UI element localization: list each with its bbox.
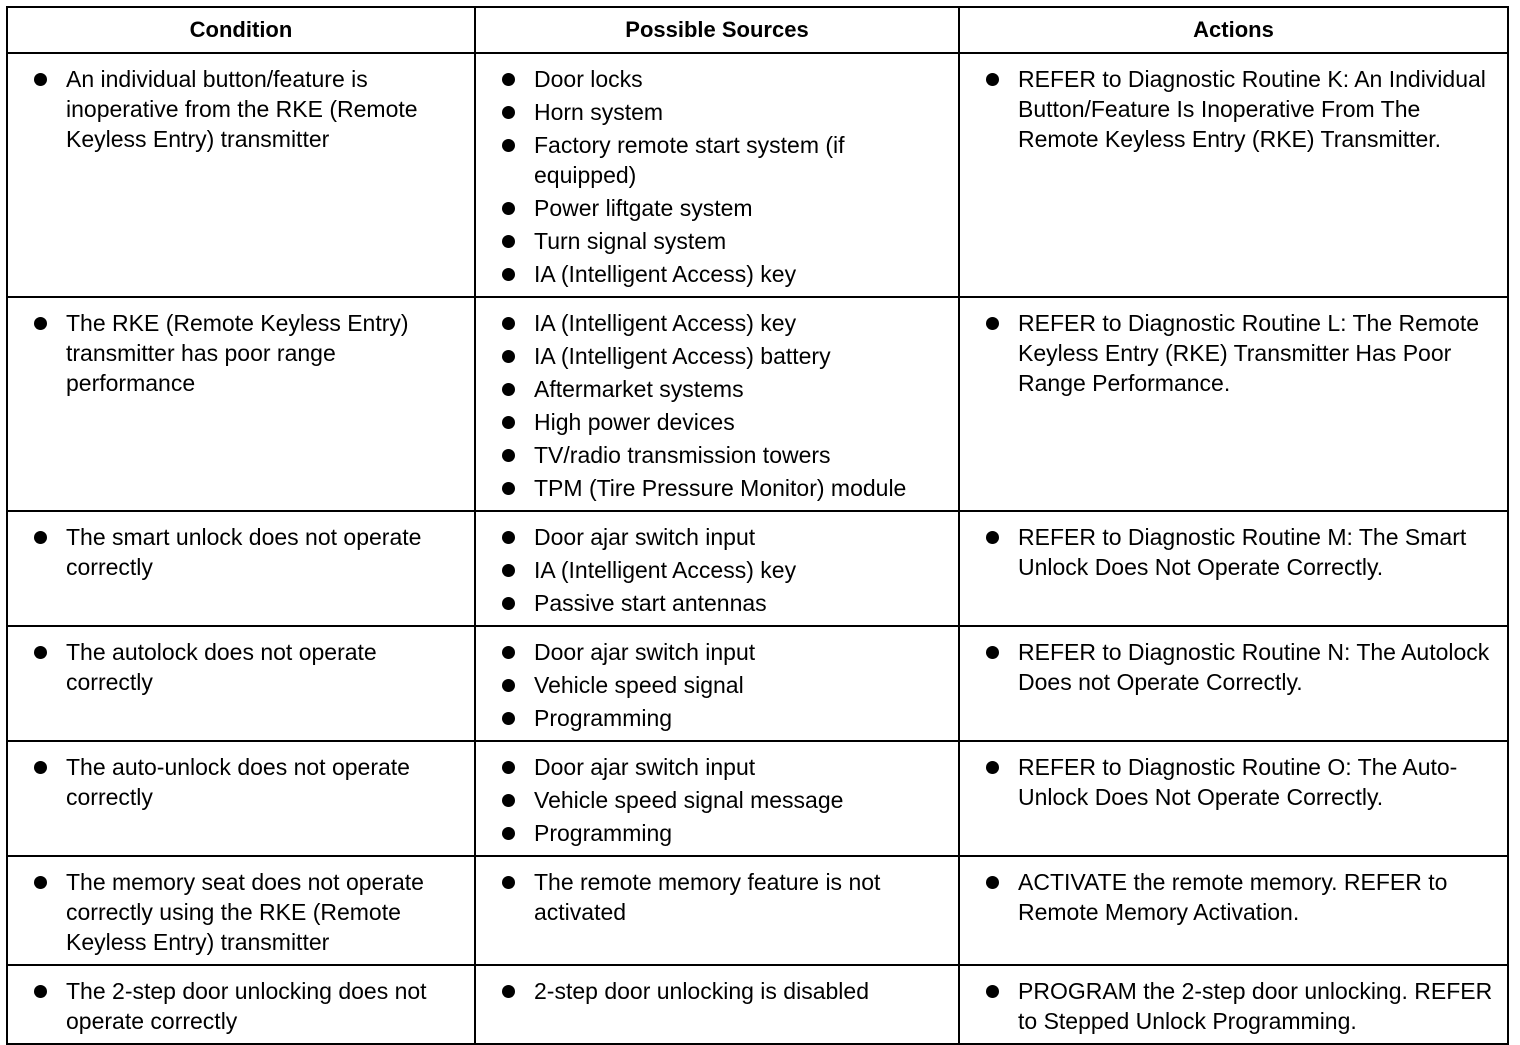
condition-list — [30, 308, 460, 398]
action-item — [982, 64, 1493, 154]
possible-sources-cell — [475, 626, 959, 741]
sources-list — [498, 867, 944, 927]
source-item — [498, 97, 944, 127]
action-item-text: REFER to Diagnostic Routine M: The Smart Unlock Does Not Operate Correctly. — [1018, 524, 1467, 580]
bullet-icon — [502, 268, 515, 281]
bullet-icon — [502, 712, 515, 725]
action-item-text: ACTIVATE the remote memory. REFER to Remote Memory Activation. — [1018, 869, 1448, 925]
condition-list — [30, 64, 460, 154]
condition-list — [30, 976, 460, 1036]
source-item — [498, 473, 944, 503]
bullet-icon — [986, 317, 999, 330]
source-item — [498, 522, 944, 552]
sources-list — [498, 308, 944, 503]
source-item-text: IA (Intelligent Access) key — [534, 557, 797, 583]
table-row — [7, 626, 1508, 741]
condition-list — [30, 867, 460, 957]
bullet-icon — [34, 531, 47, 544]
bullet-icon — [986, 531, 999, 544]
table-body — [7, 53, 1508, 1044]
action-item — [982, 752, 1493, 812]
condition-cell — [7, 741, 475, 856]
source-item-text: Vehicle speed signal — [534, 672, 744, 698]
condition-item — [30, 308, 460, 398]
source-item-text: TV/radio transmission towers — [534, 442, 831, 468]
action-item — [982, 976, 1493, 1036]
bullet-icon — [502, 827, 515, 840]
source-item — [498, 374, 944, 404]
source-item — [498, 193, 944, 223]
condition-item — [30, 637, 460, 697]
action-item — [982, 308, 1493, 398]
source-item-text: High power devices — [534, 409, 735, 435]
condition-item — [30, 976, 460, 1036]
condition-item — [30, 867, 460, 957]
condition-item-text: The memory seat does not operate correctly using the RKE (Remote Keyless Entry) transmitter — [66, 869, 424, 955]
bullet-icon — [502, 794, 515, 807]
bullet-icon — [502, 646, 515, 659]
condition-cell — [7, 626, 475, 741]
source-item — [498, 752, 944, 782]
bullet-icon — [986, 985, 999, 998]
bullet-icon — [502, 317, 515, 330]
source-item-text: Door ajar switch input — [534, 524, 756, 550]
diagnostic-table-container — [6, 6, 1507, 1045]
source-item-text: Door locks — [534, 66, 643, 92]
action-cell — [959, 741, 1508, 856]
action-list — [982, 637, 1493, 697]
source-item — [498, 341, 944, 371]
possible-sources-cell — [475, 511, 959, 626]
header-possible-sources: Possible Sources — [475, 7, 959, 53]
action-item-text: REFER to Diagnostic Routine O: The Auto-Unlock Does Not Operate Correctly. — [1018, 754, 1458, 810]
sources-list — [498, 64, 944, 289]
action-item-text: REFER to Diagnostic Routine K: An Individual Button/Feature Is Inoperative From The Remote Keyless Entry (RKE) Transmitter. — [1018, 66, 1486, 152]
condition-cell — [7, 511, 475, 626]
source-item-text: TPM (Tire Pressure Monitor) module — [534, 475, 907, 501]
bullet-icon — [502, 106, 515, 119]
source-item — [498, 308, 944, 338]
header-condition: Condition — [7, 7, 475, 53]
source-item — [498, 64, 944, 94]
condition-item — [30, 522, 460, 582]
table-row — [7, 856, 1508, 965]
action-list — [982, 867, 1493, 927]
bullet-icon — [502, 73, 515, 86]
condition-item-text: An individual button/feature is inoperative from the RKE (Remote Keyless Entry) transmitter — [66, 66, 418, 152]
action-list — [982, 308, 1493, 398]
source-item-text: Factory remote start system (if equipped) — [534, 132, 845, 188]
source-item — [498, 867, 944, 927]
condition-item-text: The smart unlock does not operate correctly — [66, 524, 422, 580]
action-cell — [959, 297, 1508, 511]
bullet-icon — [502, 383, 515, 396]
action-cell — [959, 53, 1508, 297]
action-list — [982, 64, 1493, 154]
condition-cell — [7, 297, 475, 511]
bullet-icon — [502, 597, 515, 610]
source-item — [498, 976, 944, 1006]
condition-item — [30, 64, 460, 154]
sources-list — [498, 637, 944, 733]
source-item-text: Power liftgate system — [534, 195, 753, 221]
source-item-text: The remote memory feature is not activated — [534, 869, 881, 925]
table-header — [7, 7, 1508, 53]
source-item-text: IA (Intelligent Access) key — [534, 310, 797, 336]
source-item-text: IA (Intelligent Access) key — [534, 261, 797, 287]
header-row — [7, 7, 1508, 53]
source-item-text: Horn system — [534, 99, 664, 125]
bullet-icon — [502, 985, 515, 998]
bullet-icon — [502, 876, 515, 889]
bullet-icon — [34, 73, 47, 86]
condition-list — [30, 637, 460, 697]
action-cell — [959, 856, 1508, 965]
condition-cell — [7, 53, 475, 297]
source-item-text: Vehicle speed signal message — [534, 787, 844, 813]
bullet-icon — [34, 876, 47, 889]
action-list — [982, 752, 1493, 812]
action-item-text: PROGRAM the 2-step door unlocking. REFER to Stepped Unlock Programming. — [1018, 978, 1493, 1034]
possible-sources-cell — [475, 856, 959, 965]
table-row — [7, 297, 1508, 511]
action-list — [982, 976, 1493, 1036]
source-item — [498, 440, 944, 470]
table-row — [7, 741, 1508, 856]
condition-cell — [7, 965, 475, 1044]
action-item-text: REFER to Diagnostic Routine L: The Remote Keyless Entry (RKE) Transmitter Has Poor Range Performance. — [1018, 310, 1480, 396]
bullet-icon — [34, 761, 47, 774]
condition-cell — [7, 856, 475, 965]
source-item — [498, 259, 944, 289]
action-list — [982, 522, 1493, 582]
symptom-chart-table — [6, 6, 1509, 1045]
bullet-icon — [502, 235, 515, 248]
action-item — [982, 867, 1493, 927]
bullet-icon — [986, 73, 999, 86]
sources-list — [498, 522, 944, 618]
possible-sources-cell — [475, 53, 959, 297]
source-item-text: Door ajar switch input — [534, 639, 756, 665]
sources-list — [498, 976, 944, 1006]
condition-list — [30, 522, 460, 582]
bullet-icon — [502, 449, 515, 462]
source-item — [498, 670, 944, 700]
source-item-text: Passive start antennas — [534, 590, 767, 616]
bullet-icon — [502, 416, 515, 429]
action-item — [982, 522, 1493, 582]
source-item — [498, 588, 944, 618]
table-row — [7, 511, 1508, 626]
condition-list — [30, 752, 460, 812]
sources-list — [498, 752, 944, 848]
source-item — [498, 226, 944, 256]
header-actions: Actions — [959, 7, 1508, 53]
possible-sources-cell — [475, 965, 959, 1044]
source-item — [498, 785, 944, 815]
bullet-icon — [34, 985, 47, 998]
action-cell — [959, 626, 1508, 741]
action-item — [982, 637, 1493, 697]
bullet-icon — [502, 139, 515, 152]
source-item-text: 2-step door unlocking is disabled — [534, 978, 869, 1004]
source-item — [498, 407, 944, 437]
bullet-icon — [986, 761, 999, 774]
bullet-icon — [502, 531, 515, 544]
bullet-icon — [502, 761, 515, 774]
condition-item — [30, 752, 460, 812]
possible-sources-cell — [475, 741, 959, 856]
condition-item-text: The autolock does not operate correctly — [66, 639, 377, 695]
bullet-icon — [502, 482, 515, 495]
source-item-text: Aftermarket systems — [534, 376, 744, 402]
bullet-icon — [502, 350, 515, 363]
table-row — [7, 965, 1508, 1044]
bullet-icon — [502, 679, 515, 692]
action-cell — [959, 511, 1508, 626]
table-row — [7, 53, 1508, 297]
condition-item-text: The RKE (Remote Keyless Entry) transmitter has poor range performance — [66, 310, 409, 396]
source-item-text: IA (Intelligent Access) battery — [534, 343, 831, 369]
source-item — [498, 130, 944, 190]
action-cell — [959, 965, 1508, 1044]
bullet-icon — [986, 876, 999, 889]
source-item-text: Programming — [534, 705, 673, 731]
source-item — [498, 637, 944, 667]
source-item — [498, 703, 944, 733]
condition-item-text: The auto-unlock does not operate correctly — [66, 754, 410, 810]
source-item-text: Programming — [534, 820, 673, 846]
bullet-icon — [502, 564, 515, 577]
bullet-icon — [34, 317, 47, 330]
possible-sources-cell — [475, 297, 959, 511]
bullet-icon — [502, 202, 515, 215]
source-item-text: Turn signal system — [534, 228, 727, 254]
source-item-text: Door ajar switch input — [534, 754, 756, 780]
source-item — [498, 555, 944, 585]
bullet-icon — [34, 646, 47, 659]
bullet-icon — [986, 646, 999, 659]
action-item-text: REFER to Diagnostic Routine N: The Autolock Does not Operate Correctly. — [1018, 639, 1490, 695]
condition-item-text: The 2-step door unlocking does not operate correctly — [66, 978, 427, 1034]
source-item — [498, 818, 944, 848]
